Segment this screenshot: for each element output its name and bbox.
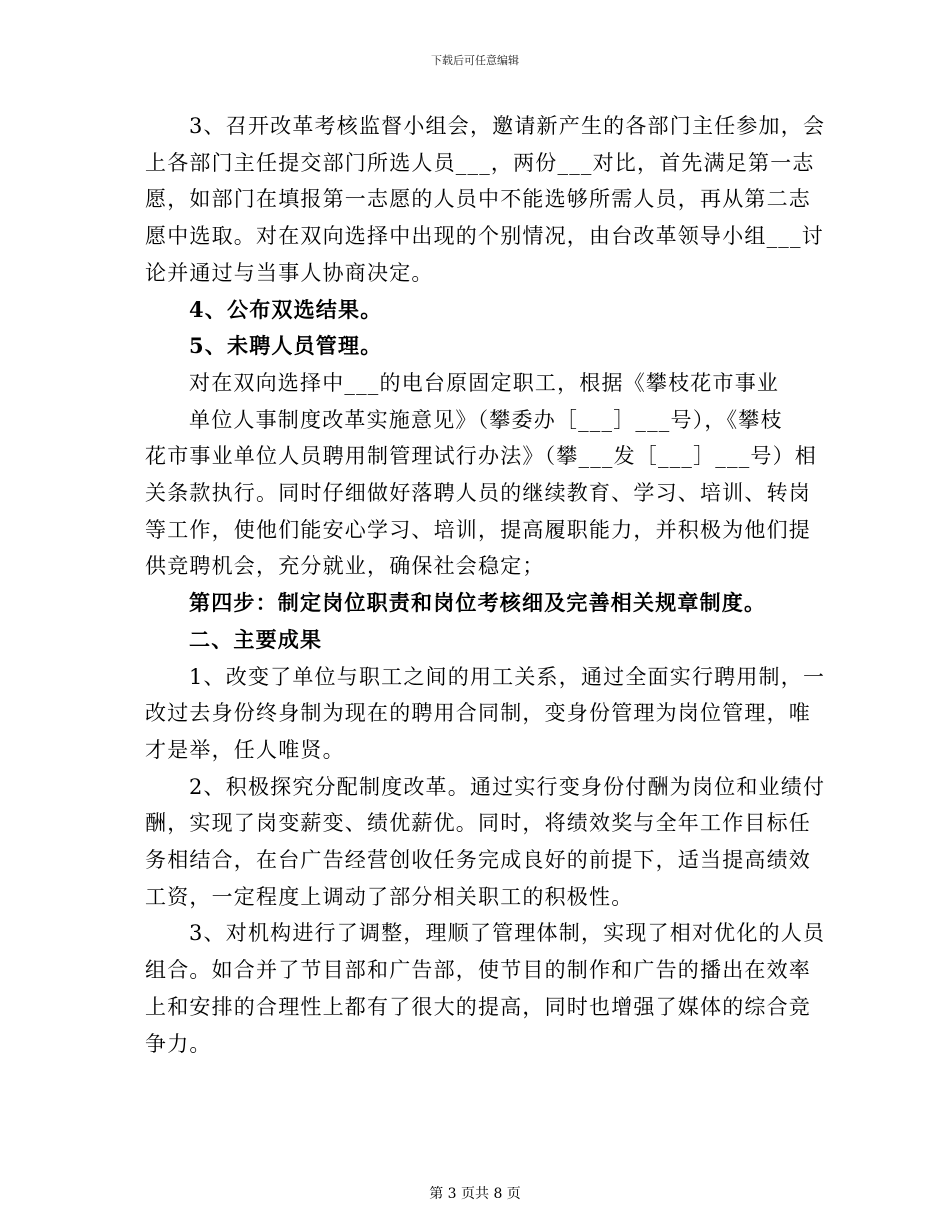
paragraph-line: 上和安排的合理性上都有了很大的提高，同时也增强了媒体的综合竞 <box>145 994 811 1019</box>
paragraph-line: 3、召开改革考核监督小组会，邀请新产生的各部门主任参加，会 <box>189 114 826 138</box>
paragraph-line: 2、积极探究分配制度改革。通过实行变身份付酬为岗位和业绩付 <box>189 774 826 799</box>
paragraph-line: 论并通过与当事人协商决定。 <box>145 260 434 285</box>
paragraph-line: 改过去身份终身制为现在的聘用合同制，变身份管理为岗位管理，唯 <box>145 701 811 726</box>
paragraph-line: 等工作，使他们能安心学习、培训，提高履职能力，并积极为他们提 <box>145 517 811 542</box>
paragraph-line: 对在双向选择中___的电台原固定职工，根据《攀枝花市事业 <box>189 370 780 395</box>
paragraph-line: 工资，一定程度上调动了部分相关职工的积极性。 <box>145 884 634 909</box>
paragraph-line: 组合。如合并了节目部和广告部，使节目的制作和广告的播出在效率 <box>145 958 811 983</box>
paragraph-line: 供竞聘机会，充分就业，确保社会稳定； <box>145 554 545 579</box>
page-footer: 第 3 页共 8 页 <box>429 1186 521 1202</box>
document-body <box>145 108 826 1062</box>
paragraph-line: 才是举，任人唯贤。 <box>145 737 345 762</box>
paragraph-line: 上各部门主任提交部门所选人员___，两份___对比，首先满足第一志 <box>145 150 815 175</box>
section-heading-line: 4、公布双选结果。 <box>189 296 383 322</box>
paragraph-line: 单位人事制度改革实施意见》（攀委办［___］___号），《攀枝 <box>189 407 783 432</box>
paragraph-line: 务相结合，在台广告经营创收任务完成良好的前提下，适当提高绩效 <box>145 848 811 873</box>
section-heading-line: 第四步：制定岗位职责和岗位考核细及完善相关规章制度。 <box>189 590 767 616</box>
paragraph-line: 愿，如部门在填报第一志愿的人员中不能选够所需人员，再从第二志 <box>145 187 811 212</box>
paragraph-line: 酬，实现了岗变薪变、绩优薪优。同时，将绩效奖与全年工作目标任 <box>145 811 811 836</box>
page-header: 下载后可任意编辑 <box>431 54 519 67</box>
section-heading-line: 二、主要成果 <box>189 626 323 652</box>
paragraph-line: 愿中选取。对在双向选择中出现的个别情况，由台改革领导小组___讨 <box>145 224 824 249</box>
section-heading-line: 5、未聘人员管理。 <box>189 333 383 359</box>
paragraph-line: 关条款执行。同时仔细做好落聘人员的继续教育、学习、培训、转岗 <box>145 481 811 506</box>
paragraph-line: 花市事业单位人员聘用制管理试行办法》（攀___发［___］___号）相 <box>145 444 817 469</box>
paragraph-line: 3、对机构进行了调整，理顺了管理体制，实现了相对优化的人员 <box>189 921 826 946</box>
paragraph-line: 争力。 <box>145 1031 212 1056</box>
paragraph-line: 1、改变了单位与职工之间的用工关系，通过全面实行聘用制，一 <box>189 664 826 689</box>
